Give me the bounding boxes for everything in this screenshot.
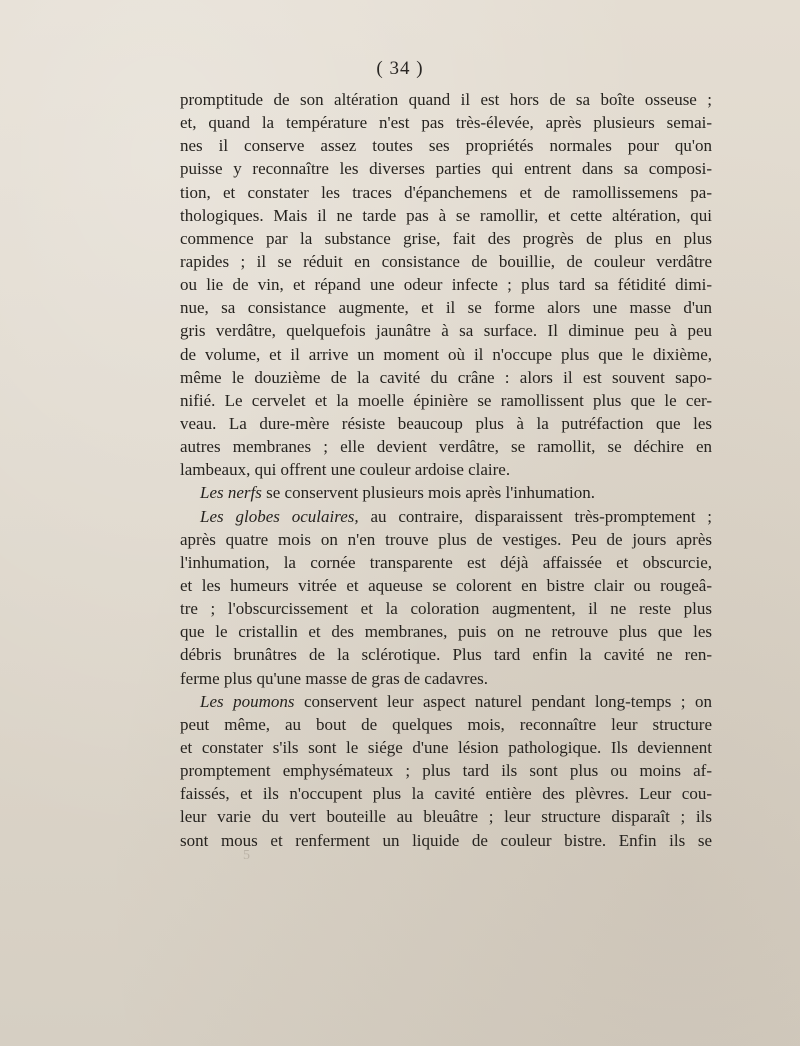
text-line: lambeaux, qui offrent une couleur ardoise claire. [180, 460, 511, 480]
text-line: que le cristallin et des membranes, puis on ne retrouve plus que les [180, 622, 712, 642]
text-line: et les humeurs vitrée et aqueuse se colorent en bistre clair ou rougeâ- [180, 575, 712, 595]
text-line: sont mous et renferment un liquide de couleur bistre. Enfin ils se [180, 830, 712, 850]
text-line: nifié. Le cervelet et la moelle épinière se ramollissent plus que le cer- [180, 390, 712, 410]
bottom-mark: 5 [243, 848, 250, 863]
text-line: de volume, et il arrive un moment où il n'occupe plus que le dixième, [180, 344, 712, 364]
text-line: débris brunâtres de la sclérotique. Plus tard enfin la cavité ne ren- [180, 645, 712, 665]
text-line: promptement emphysémateux ; plus tard ils sont plus ou moins af- [180, 761, 712, 781]
text-line: même le douzième de la cavité du crâne : alors il est souvent sapo- [180, 367, 712, 387]
text-line: nes il conserve assez toutes ses propriétés normales pour qu'on [180, 136, 712, 156]
text-line: ou lie de vin, et répand une odeur infecte ; plus tard sa fétidité dimi- [180, 275, 712, 295]
page-number: ( 34 ) [376, 58, 424, 79]
section-term: Les poumons [200, 691, 295, 711]
text-line: rapides ; il se réduit en consistance de bouillie, de couleur verdâtre [180, 251, 712, 271]
section-term: Les nerfs [200, 483, 262, 503]
text-line: commence par la substance grise, fait des progrès de plus en plus [180, 228, 712, 248]
text-run: conservent leur aspect naturel pendant long-temps ; on [294, 691, 712, 711]
text-line: gris verdâtre, quelquefois jaunâtre à sa surface. Il diminue peu à peu [180, 321, 712, 341]
text-line: faissés, et ils n'occupent plus la cavité entière des plèvres. Leur cou- [180, 784, 712, 804]
text-line: promptitude de son altération quand il est hors de sa boîte osseuse ; [180, 90, 712, 109]
text-line: et, quand la température n'est pas très-élevée, après plusieurs semai- [180, 113, 712, 133]
text-line: tre ; l'obscurcissement et la coloration augmentent, il ne reste plus [180, 599, 712, 619]
body-text [180, 88, 712, 852]
text-line: ferme plus qu'une masse de gras de cadavres. [180, 668, 489, 688]
text-line: leur varie du vert bouteille au bleuâtre ; leur structure disparaît ; ils [180, 807, 712, 827]
text-line: et constater s'ils sont le siége d'une lésion pathologique. Ils deviennent [180, 737, 712, 757]
text-line: veau. La dure-mère résiste beaucoup plus à la putréfaction que les [180, 413, 712, 433]
text-line: nue, sa consistance augmente, et il se forme alors une masse d'un [180, 298, 712, 318]
text-line: tion, et constater les traces d'épanchemens et de ramollissemens pa- [180, 182, 712, 202]
text-line: thologiques. Mais il ne tarde pas à se ramollir, et cette altération, qui [180, 205, 712, 225]
text-line: peut même, au bout de quelques mois, reconnaître leur structure [180, 714, 712, 734]
text-run: se conservent plusieurs mois après l'inhumation. [261, 483, 595, 503]
text-line: autres membranes ; elle devient verdâtre, se ramollit, se déchire en [180, 437, 712, 457]
text-line: après quatre mois on n'en trouve plus de vestiges. Peu de jours après [180, 529, 712, 549]
text-line: puisse y reconnaître les diverses parties qui entrent dans sa composi- [180, 159, 712, 179]
paragraph-globes-line [180, 505, 712, 528]
text-line: l'inhumation, la cornée transparente est déjà affaissée et obscurcie, [180, 552, 712, 572]
text-run: au contraire, disparaissent très-promptement ; [358, 506, 712, 526]
paragraph-nerfs-line [180, 481, 712, 504]
section-term: Les globes oculaires, [200, 506, 359, 526]
paragraph-poumons-line [180, 690, 712, 713]
